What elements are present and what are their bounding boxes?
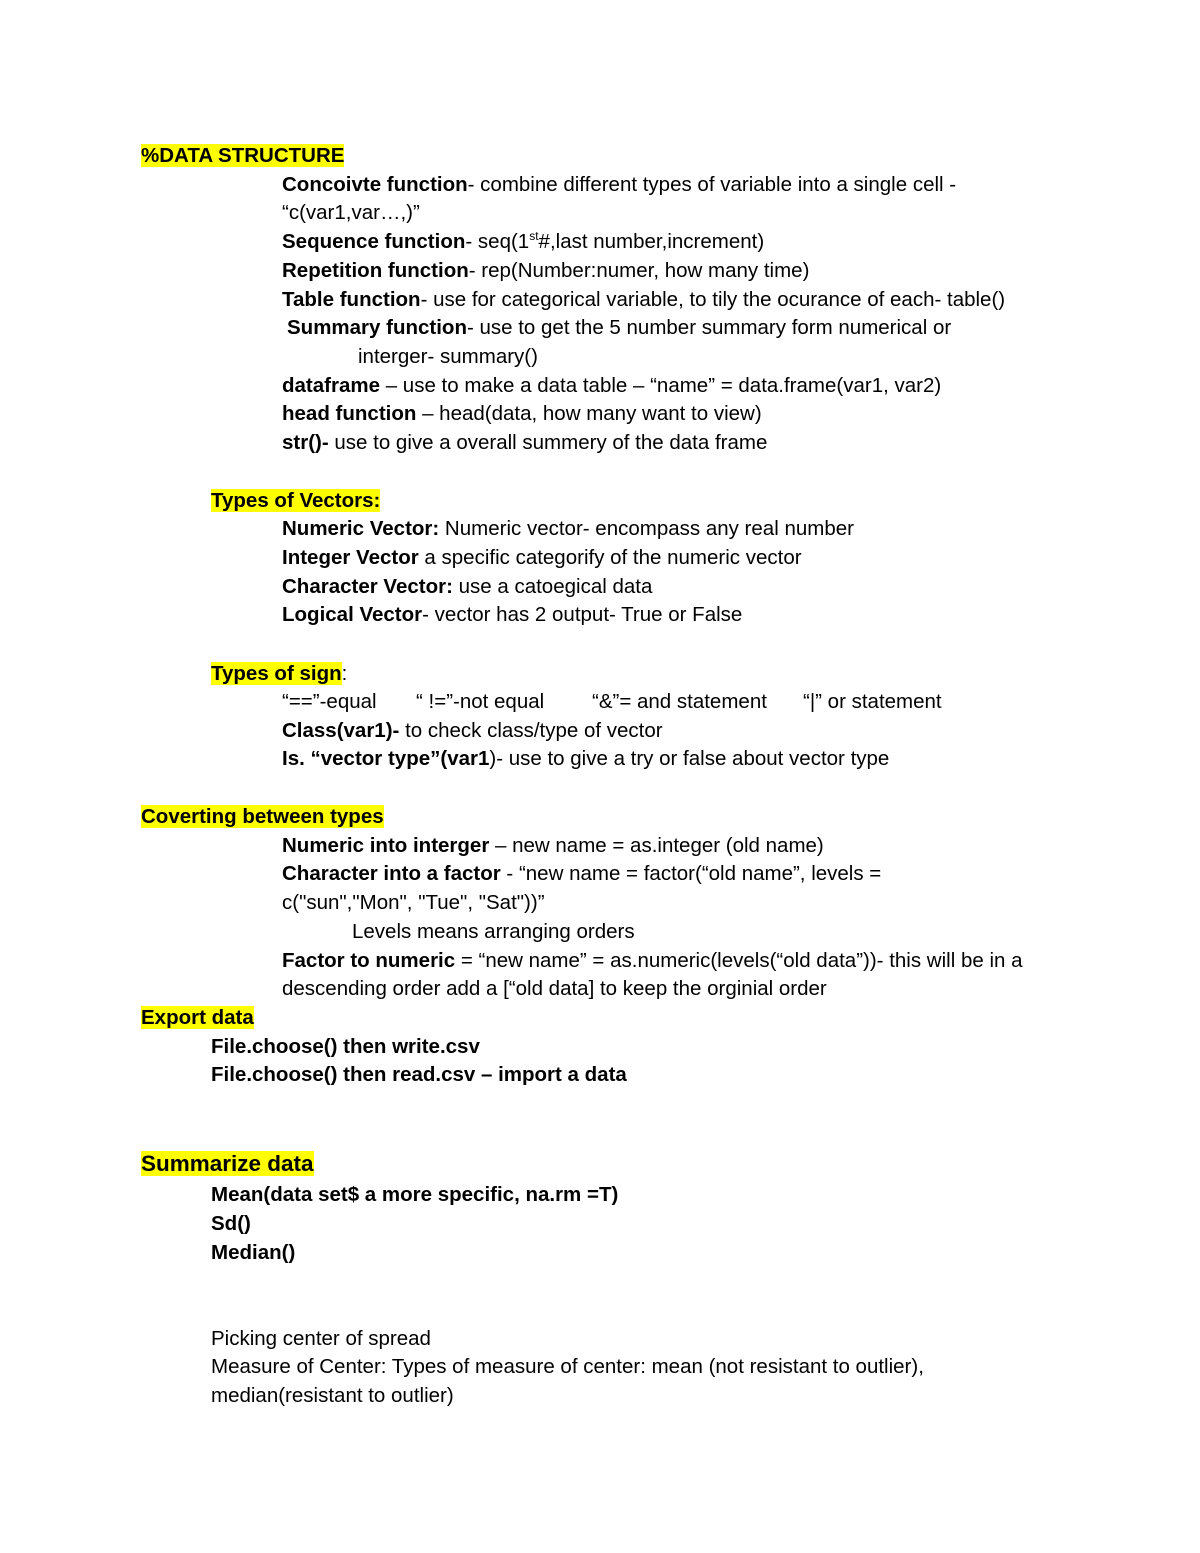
concoivte-line: Concoivte function- combine different types of variable into a single cell -: [282, 173, 957, 196]
mean-line: Mean(data set$ a more specific, na.rm =T): [211, 1183, 619, 1206]
heading-types-of-vectors: Types of Vectors:: [211, 489, 381, 512]
character-into-factor-line: Character into a factor - “new name = factor(“old name”, levels =: [282, 862, 882, 885]
character-vector-line: Character Vector: use a catoegical data: [282, 575, 653, 598]
heading-coverting-between-types: Coverting between types: [141, 805, 384, 828]
table-line: Table function- use for categorical variable, to tily the ocurance of each- table(): [282, 288, 1006, 311]
numeric-into-integer-line: Numeric into interger – new name = as.integer (old name): [282, 834, 824, 857]
heading-data-structure: %DATA STRUCTURE: [141, 144, 345, 167]
class-line: Class(var1)- to check class/type of vector: [282, 719, 663, 742]
factor-to-numeric-line-cont: descending order add a [“old data] to keep the orginial order: [282, 977, 827, 1000]
sign-or: “|” or statement: [803, 690, 942, 713]
head-line: head function – head(data, how many want to view): [282, 402, 762, 425]
sign-not-equal: “ !=”-not equal: [416, 690, 545, 713]
median-line: Median(): [211, 1241, 296, 1264]
factor-to-numeric-line: Factor to numeric = “new name” = as.numeric(levels(“old data”))- this will be in a: [282, 949, 1023, 972]
levels-note: Levels means arranging orders: [352, 920, 635, 943]
summary-line: Summary function- use to get the 5 number summary form numerical or: [287, 316, 952, 339]
logical-vector-line: Logical Vector- vector has 2 output- True or False: [282, 603, 743, 626]
dataframe-line: dataframe – use to make a data table – “name” = data.frame(var1, var2): [282, 374, 942, 397]
is-vector-type-line: Is. “vector type”(var1)- use to give a try or false about vector type: [282, 747, 890, 770]
export-line-2: File.choose() then read.csv – import a data: [211, 1063, 627, 1086]
spread-line-1: Picking center of spread: [211, 1327, 431, 1350]
spread-line-2: Measure of Center: Types of measure of center: mean (not resistant to outlier),: [211, 1355, 924, 1378]
summary-line-cont: interger- summary(): [358, 345, 538, 368]
character-into-factor-line-cont: c("sun","Mon", "Tue", "Sat"))”: [282, 891, 545, 914]
heading-summarize-data: Summarize data: [141, 1151, 314, 1176]
export-line-1: File.choose() then write.csv: [211, 1035, 480, 1058]
numeric-vector-line: Numeric Vector: Numeric vector- encompass any real number: [282, 517, 854, 540]
concoivte-line-cont: “c(var1,var…,)”: [282, 201, 420, 224]
str-line: str()- use to give a overall summery of the data frame: [282, 431, 768, 454]
repetition-line: Repetition function- rep(Number:numer, how many time): [282, 259, 810, 282]
sign-and: “&”= and statement: [592, 690, 767, 713]
heading-export-data: Export data: [141, 1006, 254, 1029]
spread-line-3: median(resistant to outlier): [211, 1384, 454, 1407]
sd-line: Sd(): [211, 1212, 251, 1235]
sequence-line: Sequence function- seq(1st#,last number,increment): [282, 229, 765, 253]
sign-equal: “==”-equal: [282, 690, 377, 713]
integer-vector-line: Integer Vector a specific categorify of the numeric vector: [282, 546, 802, 569]
heading-types-of-sign: Types of sign:: [211, 662, 348, 685]
